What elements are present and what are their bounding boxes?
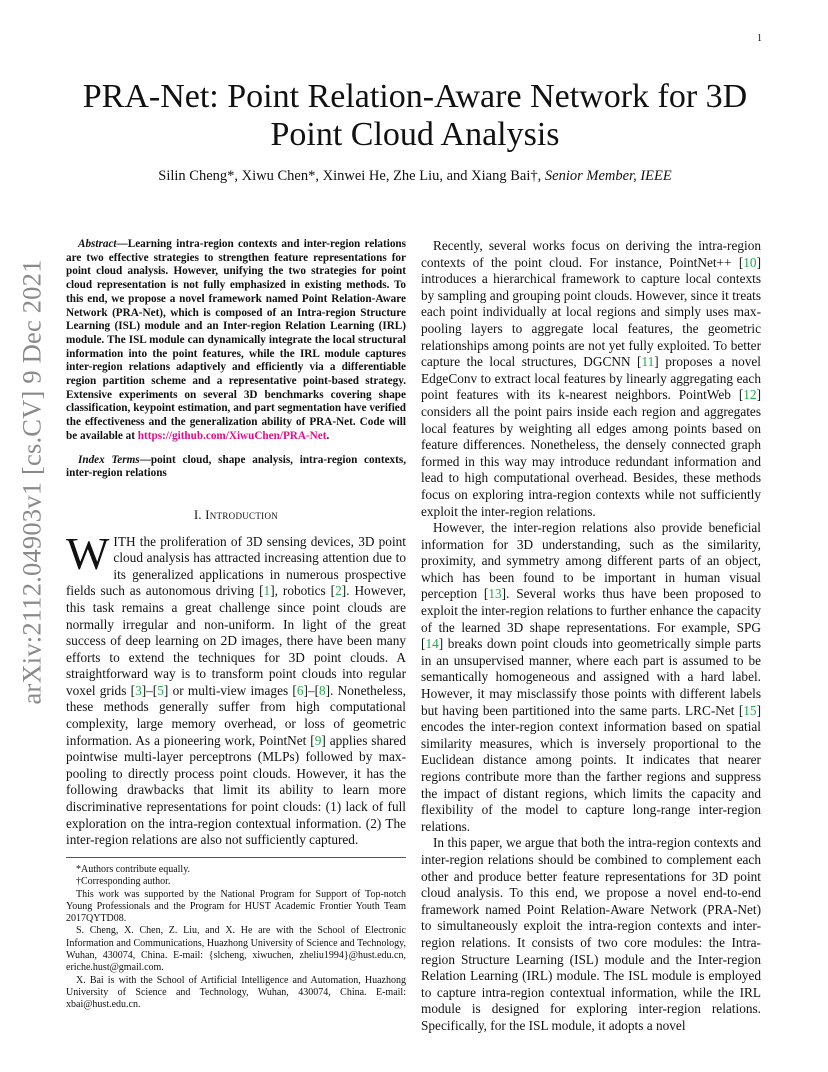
citation-link[interactable]: 11 xyxy=(641,354,655,370)
citation-link[interactable]: 12 xyxy=(743,387,757,403)
section-title: Introduction xyxy=(205,507,279,522)
author-names: Silin Cheng*, Xiwu Chen*, Xinwei He, Zhe Liu, and Xiang Bai†, xyxy=(158,168,545,184)
citation-link[interactable]: 8 xyxy=(319,682,326,698)
footnote-corresponding: †Corresponding author. xyxy=(76,876,171,888)
intro-paragraph-1-text: ITH the proliferation of 3D sensing devices, 3D point cloud analysis has attracted increasing attention due to its generalized applications in numerous prospective fields such as autonomous driving [1], robotics [2]. However, this task remains a great challenge since point clouds are normally irregular and non-uniform. In light of the great success of deep learning on 2D images, there have been many efforts to extend the techniques for 3D point clouds. A straightforward way is to transform point clouds into regular voxel grids [3]–[5] or multi-view images [6]–[8]. Nonetheless, these methods generally suffer from high computational complexity, large memory overhead, or loss of geometric information. As a pioneering work, PointNet [9] applies shared pointwise multi-layer perceptrons (MLPs) followed by max-pooling to directly process point clouds. However, it has the following drawbacks that limit its ability to learn more discriminative representations for point clouds: (1) lack of full exploration on the intra-region contextual information. (2) The inter-region relations are also not sufficiently captured. xyxy=(66,533,406,848)
index-terms-text: —point cloud, shape analysis, intra-region contexts, inter-region relations xyxy=(66,453,406,480)
citation-link[interactable]: 5 xyxy=(157,682,164,698)
citation-link[interactable]: 2 xyxy=(335,583,342,599)
code-link[interactable]: https://github.com/XiwuChen/PRA-Net xyxy=(137,429,327,442)
left-column xyxy=(66,238,406,849)
dropcap-letter: W xyxy=(66,527,110,579)
arxiv-stamp-text: arXiv:2112.04903v1 [cs.CV] 9 Dec 2021 xyxy=(16,259,47,705)
right-paragraph-2: However, the inter-region relations also provide beneficial information for 3D understanding, such as the similarity, proximity, and symmetry among different parts of an object, which has been found to be important in human visual perception [13]. Several works thus have been proposed to exploit the inter-region relations to further enhance the capacity of the learned 3D shape representations. For example, SPG [14] breaks down point clouds into geometrically simple parts in an unsupervised manner, where each part is assumed to be semantically homogeneous and assigned with a hard label. However, it may misclassify those points with different labels but having been partitioned into the same parts. LRC-Net [15] encodes the inter-region context information based on spatial similarity measures, which is inversely proportional to the Euclidean distance among points. It indicates that nearer regions contribute more than the farther regions and suppress the impact of distant regions, which limits the capacity and flexibility of the model to capture long-range inter-region relations. xyxy=(421,520,761,834)
page-number: 1 xyxy=(757,33,762,44)
citation-link[interactable]: 6 xyxy=(296,682,304,698)
section-heading-introduction xyxy=(66,507,406,524)
paper-title: PRA-Net: Point Relation-Aware Network for 3D Point Cloud Analysis xyxy=(82,78,748,153)
author-membership: Senior Member, IEEE xyxy=(544,168,672,184)
abstract-text: —Learning intra-region contexts and inter-region relations are two effective strategies to strengthen feature representations for point cloud analysis. However, unifying the two strategies for point cloud representation is not fully emphasized in existing methods. To this end, we propose a novel framework named Point Relation-Aware Network (PRA-Net), which is composed of an Intra-region Structure Learning (ISL) module and an Inter-region Relation Learning (IRL) module. The ISL module can dynamically integrate the local structural information into the point features, while the IRL module captures inter-region relations adaptively and efficiently via a differentiable region partition scheme and a representative point-based strategy. Extensive experiments on several 3D benchmarks covering shape classification, keypoint estimation, and part segmentation have verified the effectiveness and the generalization ability of PRA-Net. Code will be available at xyxy=(66,238,406,442)
footnote-affiliation-1: S. Cheng, X. Chen, Z. Liu, and X. He are with the School of Electronic Information and Communications, Huazhong University of Science and Technology, Wuhan, 430074, China. E-mail: {slcheng, xiwuchen, zheliu1994}@hust.edu.cn, eriche.hust@gmail.com. xyxy=(66,925,406,974)
citation-link[interactable]: 3 xyxy=(135,682,142,698)
index-terms xyxy=(66,454,406,481)
citation-link[interactable]: 14 xyxy=(425,636,439,652)
right-paragraph-1: Recently, several works focus on deriving the intra-region contexts of the point cloud. For instance, PointNet++ [10] introduces a hierarchical framework to capture local contexts by sampling and grouping point clouds. However, since it treats each point individually at local regions and simply uses max-pooling layers to aggregate local features, the geometric relationships among points are not yet fully exploited. To better capture the local structures, DGCNN [11] proposes a novel EdgeConv to extract local features by linearly aggregating each point features with its k-nearest neighbors. PointWeb [12] considers all the point pairs inside each region and aggregates local features by weighting all edges among points based on feature differences. Nonetheless, the densely connected graph formed in this way may introduce redundant information and lead to high computational overhead. Besides, these methods focus on exploring intra-region contexts while not sufficiently exploit the inter-region relations. xyxy=(421,238,761,519)
arxiv-stamp xyxy=(6,259,58,705)
footnotes xyxy=(66,857,406,1012)
intro-paragraph-1 xyxy=(66,527,406,849)
abstract-end: . xyxy=(326,429,330,442)
abstract-label: Abstract xyxy=(78,238,117,250)
footnote-equal-contribution: *Authors contribute equally. xyxy=(76,864,191,875)
right-column xyxy=(421,238,761,1035)
index-terms-label: Index Terms xyxy=(78,453,140,466)
abstract xyxy=(66,238,406,444)
citation-link[interactable]: 9 xyxy=(314,732,322,748)
footnote-funding: This work was supported by the National Program for Support of Top-notch Young Professionals and the Program for HUST Academic Frontier Youth Team 2017QYTD08. xyxy=(66,888,406,925)
author-line xyxy=(70,168,760,185)
footnote-affiliation-2: X. Bai is with the School of Artificial Intelligence and Automation, Huazhong University of Science and Technology, Wuhan, 430074, China. E-mail: xbai@hust.edu.cn. xyxy=(66,974,406,1011)
citation-link[interactable]: 13 xyxy=(488,586,502,602)
section-number: I. xyxy=(193,507,206,522)
citation-link[interactable]: 10 xyxy=(743,254,757,270)
citation-link[interactable]: 1 xyxy=(263,583,271,599)
right-paragraph-3: In this paper, we argue that both the intra-region contexts and inter-region relations should be combined to complement each other and produce better feature representations for 3D point cloud analysis. To this end, we propose a novel end-to-end framework named Point Relation-Aware Network (PRA-Net) to simultaneously exploit the intra-region contexts and inter-region relations. It consists of two core modules: the Intra-region Structure Learning (ISL) module and the Inter-region Relation Learning (IRL) module. The ISL module is employed to capture intra-region contextual information, while the IRL module is designed for exploring inter-region relations. Specifically, for the ISL module, it adopts a novel xyxy=(421,835,761,1033)
citation-link[interactable]: 15 xyxy=(743,702,757,718)
